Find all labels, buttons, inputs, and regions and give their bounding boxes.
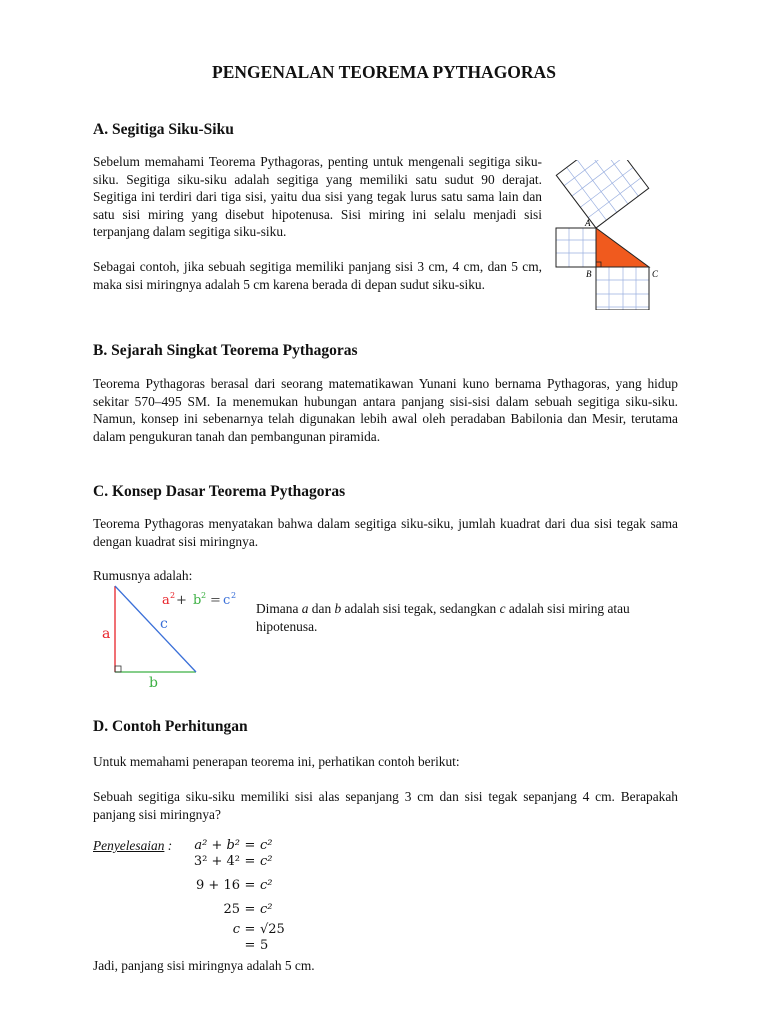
svg-text:2: 2 (201, 591, 207, 600)
vertex-b-label: B (586, 269, 592, 279)
desc-text: Dimana (256, 601, 302, 616)
vertex-a-label: A (585, 218, 591, 228)
step-2: 3² + 4² = c² (193, 854, 273, 869)
page-title: PENGENALAN TEOREMA PYTHAGORAS (212, 62, 556, 82)
svg-text:=: = (210, 593, 221, 608)
section-b-heading: B. Sejarah Singkat Teorema Pythagoras (93, 342, 358, 359)
svg-text:b: b (193, 593, 202, 608)
conclusion: Jadi, panjang sisi miringnya adalah 5 cm. (93, 958, 315, 973)
section-d-paragraph-1: Untuk memahami penerapan teorema ini, perhatikan contoh berikut: (93, 754, 460, 769)
svg-text:2: 2 (231, 591, 237, 600)
pythagoras-squares-figure (550, 160, 700, 310)
section-b-paragraph: Teorema Pythagoras berasal dari seorang matematikawan Yunani kuno bernama Pythagoras, yang hidup sekitar 570–495 SM. Ia menemukan hubungan antara panjang sisi-sisi dalam sebuah segitiga siku-siku. Namun, konsep ini sebenarnya telah digunakan lebih awal oleh peradaban Babilonia dan Mesir, terutama dalam pengukuran tanah dan pembangunan piramida. (93, 376, 678, 444)
svg-text:a: a (162, 593, 170, 608)
section-a-paragraph-1: Sebelum memahami Teorema Pythagoras, penting untuk mengenali segitiga siku-siku. Segitiga siku-siku adalah segitiga yang memiliki satu sudut 90 derajat. Segitiga ini terdiri dari tiga sisi, yaitu dua sisi yang tegak lurus satu sama lain dan satu sisi miring yang disebut hipotenusa. Sisi miring ini selalu menjadi sisi terpanjang dalam segitiga siku-siku. (93, 154, 542, 240)
svg-text:2: 2 (170, 591, 176, 600)
formula-intro: Rumusnya adalah: (93, 568, 193, 583)
section-c-heading: C. Konsep Dasar Teorema Pythagoras (93, 483, 346, 500)
section-a-paragraph-2: Sebagai contoh, jika sebuah segitiga memiliki panjang sisi 3 cm, 4 cm, dan 5 cm, maka sisi miringnya adalah 5 cm karena berada di depan sudut siku-siku. (93, 259, 542, 292)
section-d-heading: D. Contoh Perhitungan (93, 718, 248, 735)
side-b-label: b (149, 675, 158, 691)
solution-label-text: Penyelesaian (93, 838, 165, 853)
section-a-heading: A. Segitiga Siku-Siku (93, 121, 234, 138)
formula-description (256, 600, 678, 635)
desc-var-b: b (334, 601, 342, 616)
step-3: 9 + 16 = c² (196, 878, 273, 893)
desc-text: dan (308, 601, 335, 616)
pythagoras-formula (162, 591, 236, 608)
desc-var-c: c (499, 601, 506, 616)
desc-var-a: a (301, 601, 309, 616)
svg-text:+: + (176, 593, 187, 608)
section-d-paragraph-2: Sebuah segitiga siku-siku memiliki sisi alas sepanjang 3 cm dan sisi tegak sepanjang 4 cm. Berapakah panjang sisi miringnya? (93, 789, 678, 822)
desc-text: adalah sisi tegak, sedangkan (341, 601, 500, 616)
step-6: = 5 (244, 938, 269, 953)
desc-text: adalah sisi miring atau hipotenusa. (256, 601, 630, 634)
step-1: a² + b² = c² (194, 838, 273, 853)
right-triangle (596, 228, 649, 267)
formula-triangle-figure (95, 582, 255, 692)
svg-text:c: c (223, 593, 231, 608)
side-c-label: c (160, 616, 168, 632)
section-c-paragraph: Teorema Pythagoras menyatakan bahwa dalam segitiga siku-siku, jumlah kuadrat dari dua sisi tegak sama dengan kuadrat sisi miringnya. (93, 516, 678, 549)
vertex-c-label: C (652, 269, 659, 279)
step-5: c = √25 (232, 922, 285, 937)
solution-steps (180, 838, 300, 956)
side-a-label: a (102, 626, 111, 642)
solution-label (93, 837, 172, 855)
solution-colon: : (164, 838, 173, 853)
step-4: 25 = c² (223, 902, 273, 917)
